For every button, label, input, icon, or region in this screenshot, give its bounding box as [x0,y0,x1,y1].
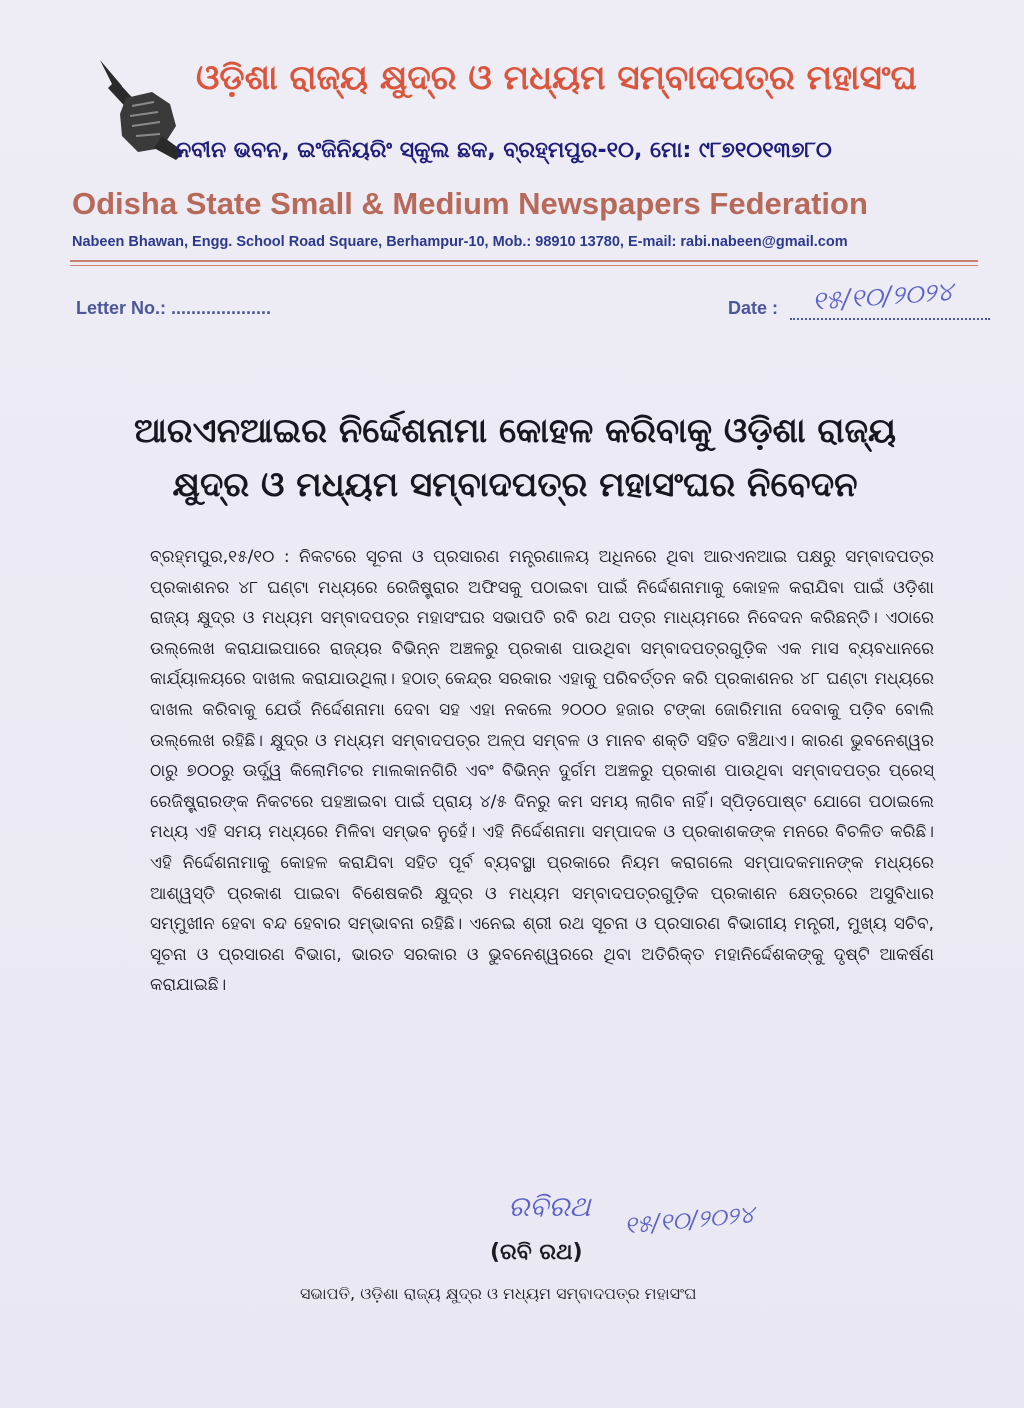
pen-in-hand-icon [92,56,188,160]
date-dotted-line [790,318,990,320]
signer-designation: ସଭାପତି, ଓଡ଼ିଶା ରାଜ୍ୟ କ୍ଷୁଦ୍ର ଓ ମଧ୍ୟମ ସମ୍ବାଦପତ୍ର ମହାସଂଘ [300,1284,697,1303]
date-label: Date : [728,298,779,318]
header-divider [70,260,978,262]
signer-name: (ରବି ରଥ) [490,1240,583,1265]
org-name-odia: ଓଡ଼ିଶା ରାଜ୍ୟ କ୍ଷୁଦ୍ର ଓ ମଧ୍ୟମ ସମ୍ବାଦପତ୍ର ମହାସଂଘ [196,58,917,98]
address-english: Nabeen Bhawan, Engg. School Road Square, Berhampur-10, Mob.: 98910 13780, E-mail: rabi.nabeen@gmail.com [72,234,848,250]
document-title: ଆରଏନଆଇର ନିର୍ଦ୍ଦେଶନାମା କୋହଳ କରିବାକୁ ଓଡ଼ିଶା ରାଜ୍ୟ କ୍ଷୁଦ୍ର ଓ ମଧ୍ୟମ ସମ୍ବାଦପତ୍ର ମହାସଂଘର ନିବେଦନ [134,411,896,505]
signature-scrawl: ରବିରଥ [508,1190,591,1223]
body-text: ବ୍ରହ୍ମପୁର,୧୫/୧୦ : ନିକଟରେ ସୂଚନା ଓ ପ୍ରସାରଣ ମନ୍ତ୍ରଣାଳୟ ଅଧିନରେ ଥିବା ଆରଏନଆଇ ପକ୍ଷରୁ ସମ୍ବାଦପତ୍ର ପ୍ରକାଶନର ୪୮ ଘଣ୍ଟା ମଧ୍ୟରେ ରେଜିଷ୍ଟ୍ରାର ଅଫିସକୁ ପଠାଇବା ପାଇଁ ନିର୍ଦ୍ଦେଶନାମାକୁ କୋହଳ କରାଯିବା ପାଇଁ ଓଡ଼ିଶା ରାଜ୍ୟ କ୍ଷୁଦ୍ର ଓ ମଧ୍ୟମ ସମ୍ବାଦପତ୍ର ମହାସଂଘର ସଭାପତି ରବି ରଥ ପତ୍ର ମାଧ୍ୟମରେ ନିବେଦନ କରିଛନ୍ତି। ଏଠାରେ ଉଲ୍ଲେଖ କରାଯାଇପାରେ ରାଜ୍ୟର ବିଭିନ୍ନ ଅଞ୍ଚଳରୁ ପ୍ରକାଶ ପାଉଥିବା ସମ୍ବାଦପତ୍ରଗୁଡ଼ିକ ଏକ ମାସ ବ୍ୟବଧାନରେ କାର୍ଯ୍ୟାଳୟରେ ଦାଖଲ କରାଯାଉଥିଲା। ହଠାତ୍ କେନ୍ଦ୍ର ସରକାର ଏହାକୁ ପରିବର୍ତ୍ତନ କରି ପ୍ରକାଶନର ୪୮ ଘଣ୍ଟା ମଧ୍ୟରେ ଦାଖଲ କରିବାକୁ ଯେଉଁ ନିର୍ଦ୍ଦେଶନାମା ଦେବା ସହ ଏହା ନକଲେ ୨୦୦୦ ହଜାର ଟଙ୍କା ଜୋରିମାନା ଦେବାକୁ ପଡ଼ିବ ବୋଲି ଉଲ୍ଲେଖ ରହିଛି। କ୍ଷୁଦ୍ର ଓ ମଧ୍ୟମ ସମ୍ବାଦପତ୍ର ଅଳ୍ପ ସମ୍ବଳ ଓ ମାନବ ଶକ୍ତି ସହିତ ବଞ୍ଚିଥାଏ। କାରଣ ଭୁବନେଶ୍ୱର ଠାରୁ ୭୦୦ରୁ ଊର୍ଦ୍ଧ୍ୱ କିଲୋମିଟର ମାଲକାନଗିରି ଏବଂ ବିଭିନ୍ନ ଦୁର୍ଗମ ଅଞ୍ଚଳରୁ ପ୍ରକାଶ ପାଉଥିବା ସମ୍ବାଦପତ୍ର ପ୍ରେସ୍ ରେଜିଷ୍ଟ୍ରାରଙ୍କ ନିକଟରେ ପହଞ୍ଚାଇବା ପାଇଁ ପ୍ରାୟ ୪/୫ ଦିନରୁ କମ ସମୟ ଲାଗିବ ନାହିଁ। ସ୍ପିଡ଼ପୋଷ୍ଟ ଯୋଗେ ପଠାଇଲେ ମଧ୍ୟ ଏହି ସମୟ ମଧ୍ୟରେ ମିଳିବା ସମ୍ଭବ ନୁହେଁ। ଏହି ନିର୍ଦ୍ଦେଶନାମା ସମ୍ପାଦକ ଓ ପ୍ରକାଶକଙ୍କ ମନରେ ବିଚଳିତ କରିଛି। ଏହି ନିର୍ଦ୍ଦେଶନାମାକୁ କୋହଳ କରାଯିବା ସହିତ ପୂର୍ବ ବ୍ୟବସ୍ଥା ପ୍ରକାରେ ନିୟମ କରାଗଲେ ସମ୍ପାଦକମାନଙ୍କ ମଧ୍ୟରେ ଆଶ୍ୱସ୍ତି ପ୍ରକାଶ ପାଇବା ବିଶେଷକରି କ୍ଷୁଦ୍ର ଓ ମଧ୍ୟମ ସମ୍ବାଦପତ୍ରଗୁଡ଼ିକ ପ୍ରକାଶନ କ୍ଷେତ୍ରରେ ଅସୁବିଧାର ସମ୍ମୁଖୀନ ହେବା ବନ୍ଦ ହେବାର ସମ୍ଭାବନା ରହିଛି। ଏନେଇ ଶ୍ରୀ ରଥ ସୂଚନା ଓ ପ୍ରସାରଣ ବିଭାଗୀୟ ମନ୍ତ୍ରୀ, ମୁଖ୍ୟ ସଚିବ, ସୂଚନା ଓ ପ୍ରସାରଣ ବିଭାଗ, ଭାରତ ସରକାର ଓ ଭୁବନେଶ୍ୱରରେ ଥିବା ଅତିରିକ୍ତ ମହାନିର୍ଦ୍ଦେଶକଙ୍କୁ ଦୃଷ୍ଟି ଆକର୍ଷଣ କରାଯାଇଛି। [150,547,934,996]
letter-number-label: Letter No.: .................... [76,298,272,318]
signature-date: ୧୫/୧୦/୨୦୨୪ [623,1200,756,1240]
address-odia: ନବୀନ ଭବନ, ଇଂଜିନିୟରିଂ ସ୍କୁଲ ଛକ, ବ୍ରହ୍ମପୁର-୧୦, ମୋ: ୯୮୭୧୦୧୩୭୮୦ [176,138,832,163]
header-divider-thin [70,265,978,266]
handwritten-date: ୧୫/୧୦/୨୦୨୪ [811,277,954,317]
org-name-english: Odisha State Small & Medium Newspapers Federation [72,186,868,221]
